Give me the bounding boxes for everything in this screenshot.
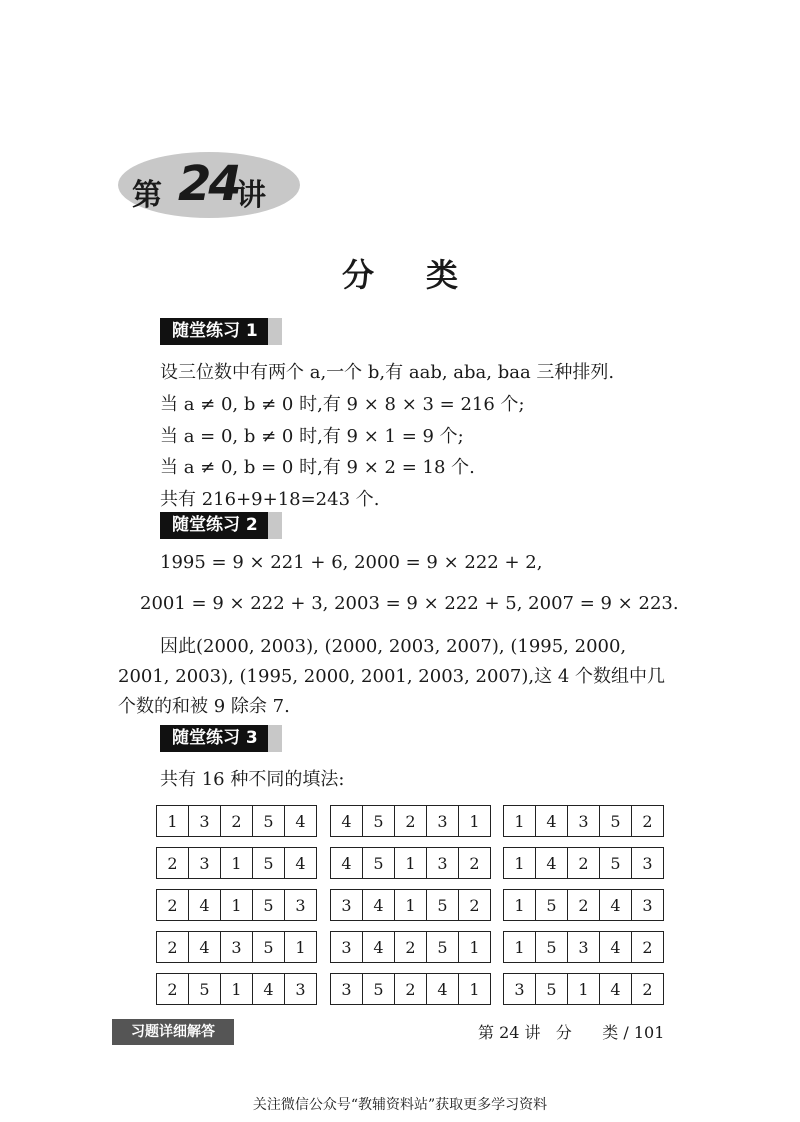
number-row (330, 973, 491, 1005)
number-cell: 1 (504, 848, 536, 879)
number-cell: 5 (427, 932, 459, 963)
number-row (156, 805, 317, 837)
footer-badge: 习题详细解答 (112, 1019, 234, 1045)
number-row (156, 889, 317, 921)
number-cell: 2 (568, 848, 600, 879)
number-cell: 3 (632, 890, 664, 921)
number-cell: 5 (363, 848, 395, 879)
text-line: 当 a ≠ 0, b ≠ 0 时,有 9 × 8 × 3 = 216 个; (160, 394, 525, 415)
number-cell: 4 (189, 890, 221, 921)
text-line: 共有 16 种不同的填法: (160, 769, 345, 790)
number-row (503, 973, 664, 1005)
number-cell: 1 (285, 932, 317, 963)
number-row (503, 931, 664, 963)
number-cell: 4 (600, 890, 632, 921)
number-cell: 3 (331, 974, 363, 1005)
number-cell: 4 (536, 806, 568, 837)
number-cell: 3 (568, 932, 600, 963)
number-cell: 3 (285, 974, 317, 1005)
number-cell: 2 (632, 806, 664, 837)
number-cell: 5 (363, 974, 395, 1005)
lecture-prefix: 第 (132, 178, 162, 213)
number-cell: 2 (157, 890, 189, 921)
number-row (330, 889, 491, 921)
number-cell: 1 (459, 806, 491, 837)
number-cell: 5 (253, 848, 285, 879)
number-cell: 5 (536, 890, 568, 921)
number-cell: 1 (459, 932, 491, 963)
number-cell: 2 (157, 932, 189, 963)
bottom-note: 关注微信公众号“教辅资料站”获取更多学习资料 (252, 1097, 548, 1113)
number-cell: 1 (221, 848, 253, 879)
number-cell: 5 (363, 806, 395, 837)
number-cell: 4 (331, 848, 363, 879)
number-row (156, 847, 317, 879)
text-line: 当 a ≠ 0, b = 0 时,有 9 × 2 = 18 个. (160, 457, 475, 478)
number-cell: 5 (253, 890, 285, 921)
number-cell: 3 (331, 890, 363, 921)
lecture-number: 24 (178, 156, 239, 212)
number-cell: 1 (395, 848, 427, 879)
text-line: 当 a = 0, b ≠ 0 时,有 9 × 1 = 9 个; (160, 426, 464, 447)
number-cell: 4 (285, 806, 317, 837)
text-line: 2001 = 9 × 222 + 3, 2003 = 9 × 222 + 5, 2007 = 9 × 223. (140, 593, 679, 614)
number-cell: 2 (395, 974, 427, 1005)
number-cell: 2 (632, 932, 664, 963)
number-row (330, 805, 491, 837)
number-cell: 4 (600, 974, 632, 1005)
number-cell: 1 (459, 974, 491, 1005)
number-row (156, 973, 317, 1005)
number-cell: 3 (221, 932, 253, 963)
number-cell: 2 (157, 848, 189, 879)
text-line: 个数的和被 9 除余 7. (118, 696, 290, 717)
number-cell: 3 (427, 848, 459, 879)
number-cell: 2 (632, 974, 664, 1005)
text-line: 2001, 2003), (1995, 2000, 2001, 2003, 2007),这 4 个数组中几 (118, 666, 666, 687)
number-cell: 5 (536, 932, 568, 963)
number-cell: 3 (568, 806, 600, 837)
number-cell: 4 (427, 974, 459, 1005)
number-cell: 5 (600, 806, 632, 837)
number-cell: 3 (427, 806, 459, 837)
number-cell: 1 (504, 932, 536, 963)
number-cell: 3 (189, 806, 221, 837)
number-cell: 3 (632, 848, 664, 879)
text-line: 共有 216+9+18=243 个. (160, 489, 380, 510)
number-cell: 1 (504, 806, 536, 837)
section-label-1: 随堂练习 1 (160, 318, 268, 345)
number-row (503, 847, 664, 879)
number-cell: 1 (157, 806, 189, 837)
text-line: 设三位数中有两个 a,一个 b,有 aab, aba, baa 三种排列. (160, 362, 615, 383)
number-cell: 2 (157, 974, 189, 1005)
number-cell: 5 (427, 890, 459, 921)
number-cell: 4 (189, 932, 221, 963)
section-label-3: 随堂练习 3 (160, 725, 268, 752)
text-line: 因此(2000, 2003), (2000, 2003, 2007), (1995, 2000, (160, 636, 627, 657)
number-cell: 4 (363, 890, 395, 921)
number-cell: 2 (459, 890, 491, 921)
number-cell: 1 (395, 890, 427, 921)
text-line: 1995 = 9 × 221 + 6, 2000 = 9 × 222 + 2, (160, 552, 543, 573)
number-cell: 4 (363, 932, 395, 963)
number-cell: 5 (189, 974, 221, 1005)
number-cell: 4 (285, 848, 317, 879)
number-cell: 3 (189, 848, 221, 879)
number-cell: 1 (221, 974, 253, 1005)
number-cell: 3 (331, 932, 363, 963)
page-title: 分类 (341, 256, 510, 294)
number-cell: 5 (536, 974, 568, 1005)
number-row (330, 931, 491, 963)
number-cell: 4 (253, 974, 285, 1005)
number-cell: 4 (536, 848, 568, 879)
number-cell: 5 (253, 806, 285, 837)
number-cell: 4 (600, 932, 632, 963)
number-row (503, 805, 664, 837)
number-cell: 2 (459, 848, 491, 879)
section-label-2: 随堂练习 2 (160, 512, 268, 539)
number-cell: 3 (285, 890, 317, 921)
number-cell: 3 (504, 974, 536, 1005)
footer-page-info: 第 24 讲 分 类 / 101 (478, 1023, 665, 1042)
number-row (503, 889, 664, 921)
number-cell: 5 (253, 932, 285, 963)
number-cell: 2 (395, 806, 427, 837)
number-cell: 4 (331, 806, 363, 837)
number-cell: 1 (568, 974, 600, 1005)
number-cell: 2 (568, 890, 600, 921)
lecture-suffix: 讲 (236, 178, 266, 213)
number-cell: 2 (395, 932, 427, 963)
number-cell: 2 (221, 806, 253, 837)
number-cell: 5 (600, 848, 632, 879)
number-row (330, 847, 491, 879)
number-cell: 1 (221, 890, 253, 921)
number-cell: 1 (504, 890, 536, 921)
number-row (156, 931, 317, 963)
